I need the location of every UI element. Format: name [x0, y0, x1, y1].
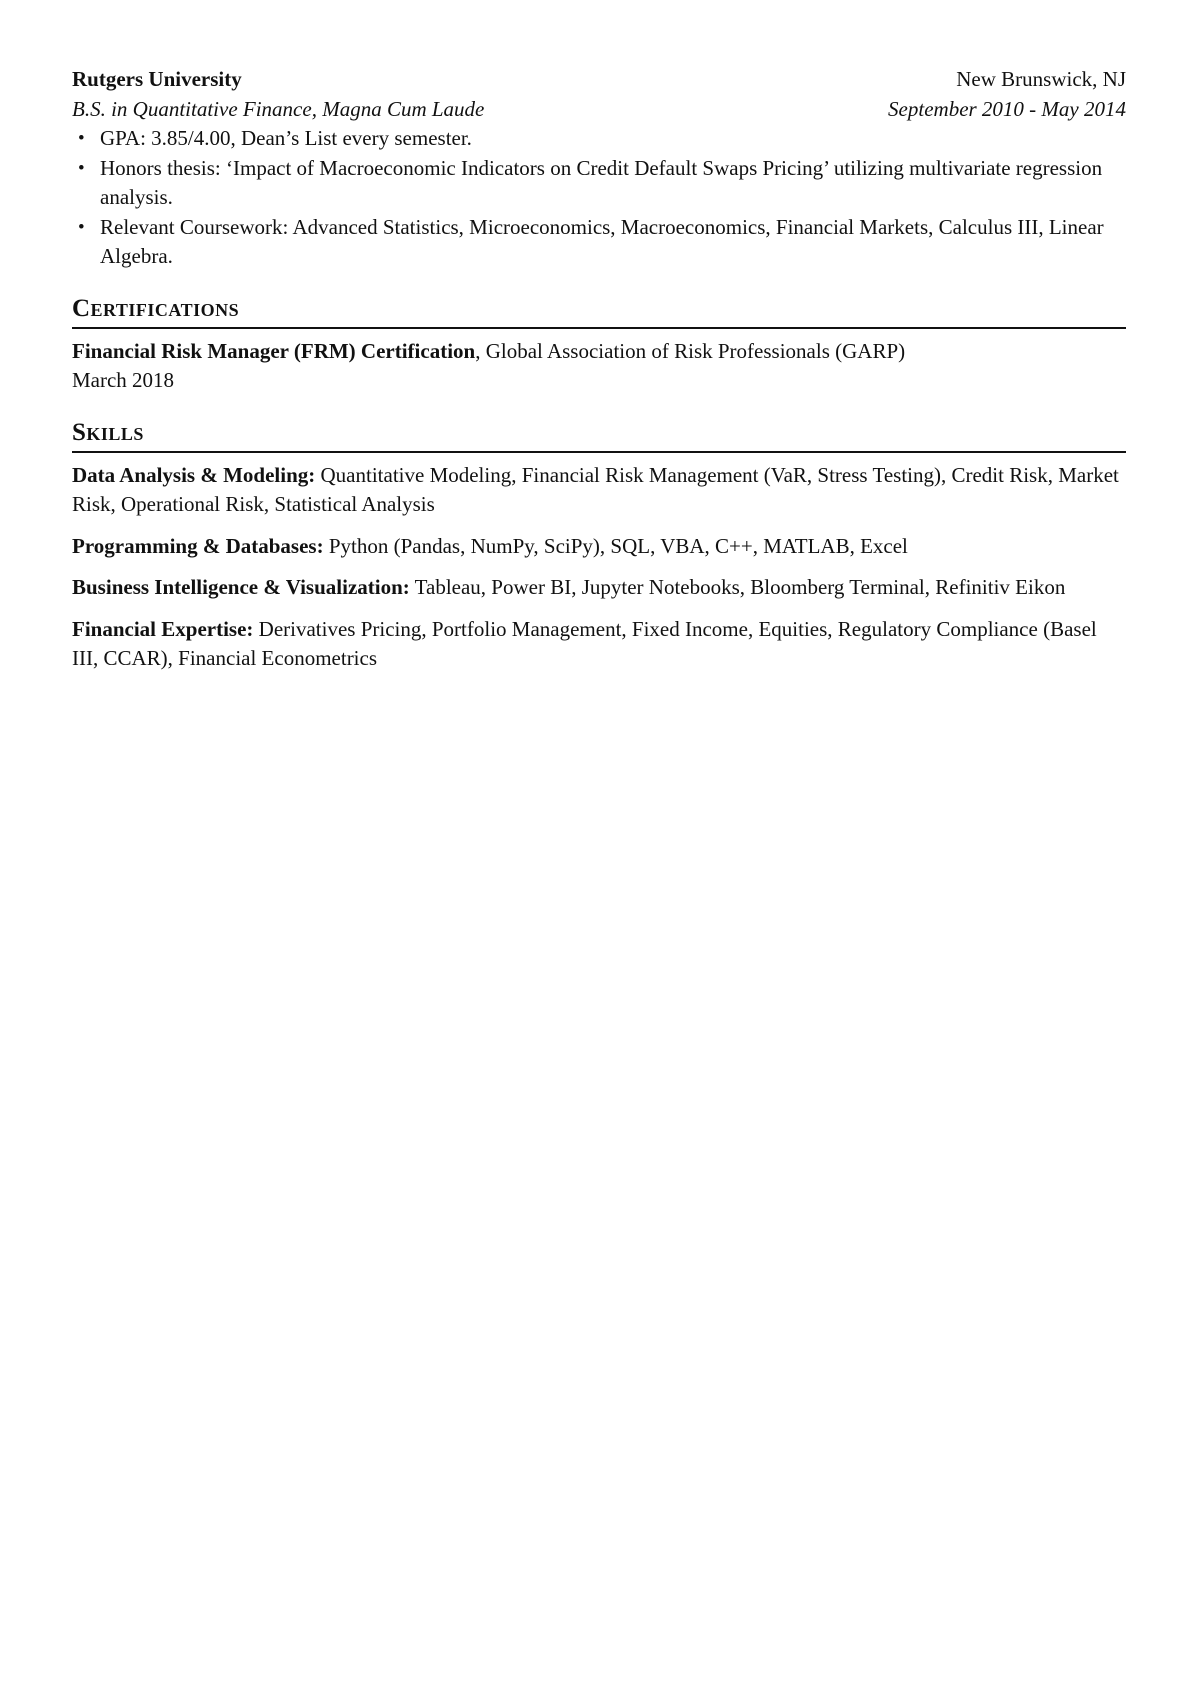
- education-bullet: • Honors thesis: ‘Impact of Macroeconomic Indicators on Credit Default Swaps Pricing’ utilizing multivariate regression analysis.: [72, 154, 1126, 213]
- skills-list: [72, 461, 1126, 674]
- certification-date: March 2018: [72, 368, 175, 392]
- institution-name: Rutgers University: [72, 67, 242, 91]
- skill-value: Tableau, Power BI, Jupyter Notebooks, Bloomberg Terminal, Refinitiv Eikon: [409, 575, 1066, 599]
- certifications-heading: Certifications: [72, 294, 1126, 329]
- skill-item: [72, 532, 1126, 562]
- education-bullet: • Relevant Coursework: Advanced Statistics, Microeconomics, Macroeconomics, Financial Markets, Calculus III, Linear Algebra.: [72, 213, 1126, 272]
- degree-title: B.S. in Quantitative Finance, Magna Cum Laude: [72, 97, 485, 121]
- education-header-row: [72, 64, 1126, 94]
- certification-title: Financial Risk Manager (FRM) Certification: [72, 338, 476, 363]
- skill-value: Derivatives Pricing, Portfolio Management, Fixed Income, Equities, Regulatory Compliance (Basel III, CCAR), Financial Econometrics: [72, 616, 1097, 670]
- certification-issuer: , Global Association of Risk Professionals (GARP): [475, 338, 906, 363]
- skill-label: Financial Expertise:: [72, 616, 254, 641]
- certification-item: [72, 337, 1126, 396]
- skill-label: Data Analysis & Modeling:: [72, 462, 316, 487]
- skill-value: Python (Pandas, NumPy, SciPy), SQL, VBA, C++, MATLAB, Excel: [323, 533, 908, 558]
- skills-heading: Skills: [72, 418, 1126, 453]
- education-degree-row: [72, 94, 1126, 124]
- skill-label: Business Intelligence & Visualization:: [72, 575, 410, 599]
- resume-page: [72, 64, 1126, 686]
- education-entry: [72, 64, 1126, 272]
- education-bullets: [72, 124, 1126, 272]
- skill-label: Programming & Databases:: [72, 533, 324, 558]
- skill-item: [72, 573, 1126, 603]
- education-bullet: • GPA: 3.85/4.00, Dean’s List every semester.: [72, 124, 1126, 154]
- skill-value: Quantitative Modeling, Financial Risk Management (VaR, Stress Testing), Credit Risk, Market Risk, Operational Risk, Statistical Analysis: [72, 462, 1119, 516]
- skill-item: [72, 615, 1126, 674]
- skill-item: [72, 461, 1126, 520]
- education-dates: September 2010 - May 2014: [888, 97, 1126, 121]
- institution-location: New Brunswick, NJ: [956, 67, 1126, 91]
